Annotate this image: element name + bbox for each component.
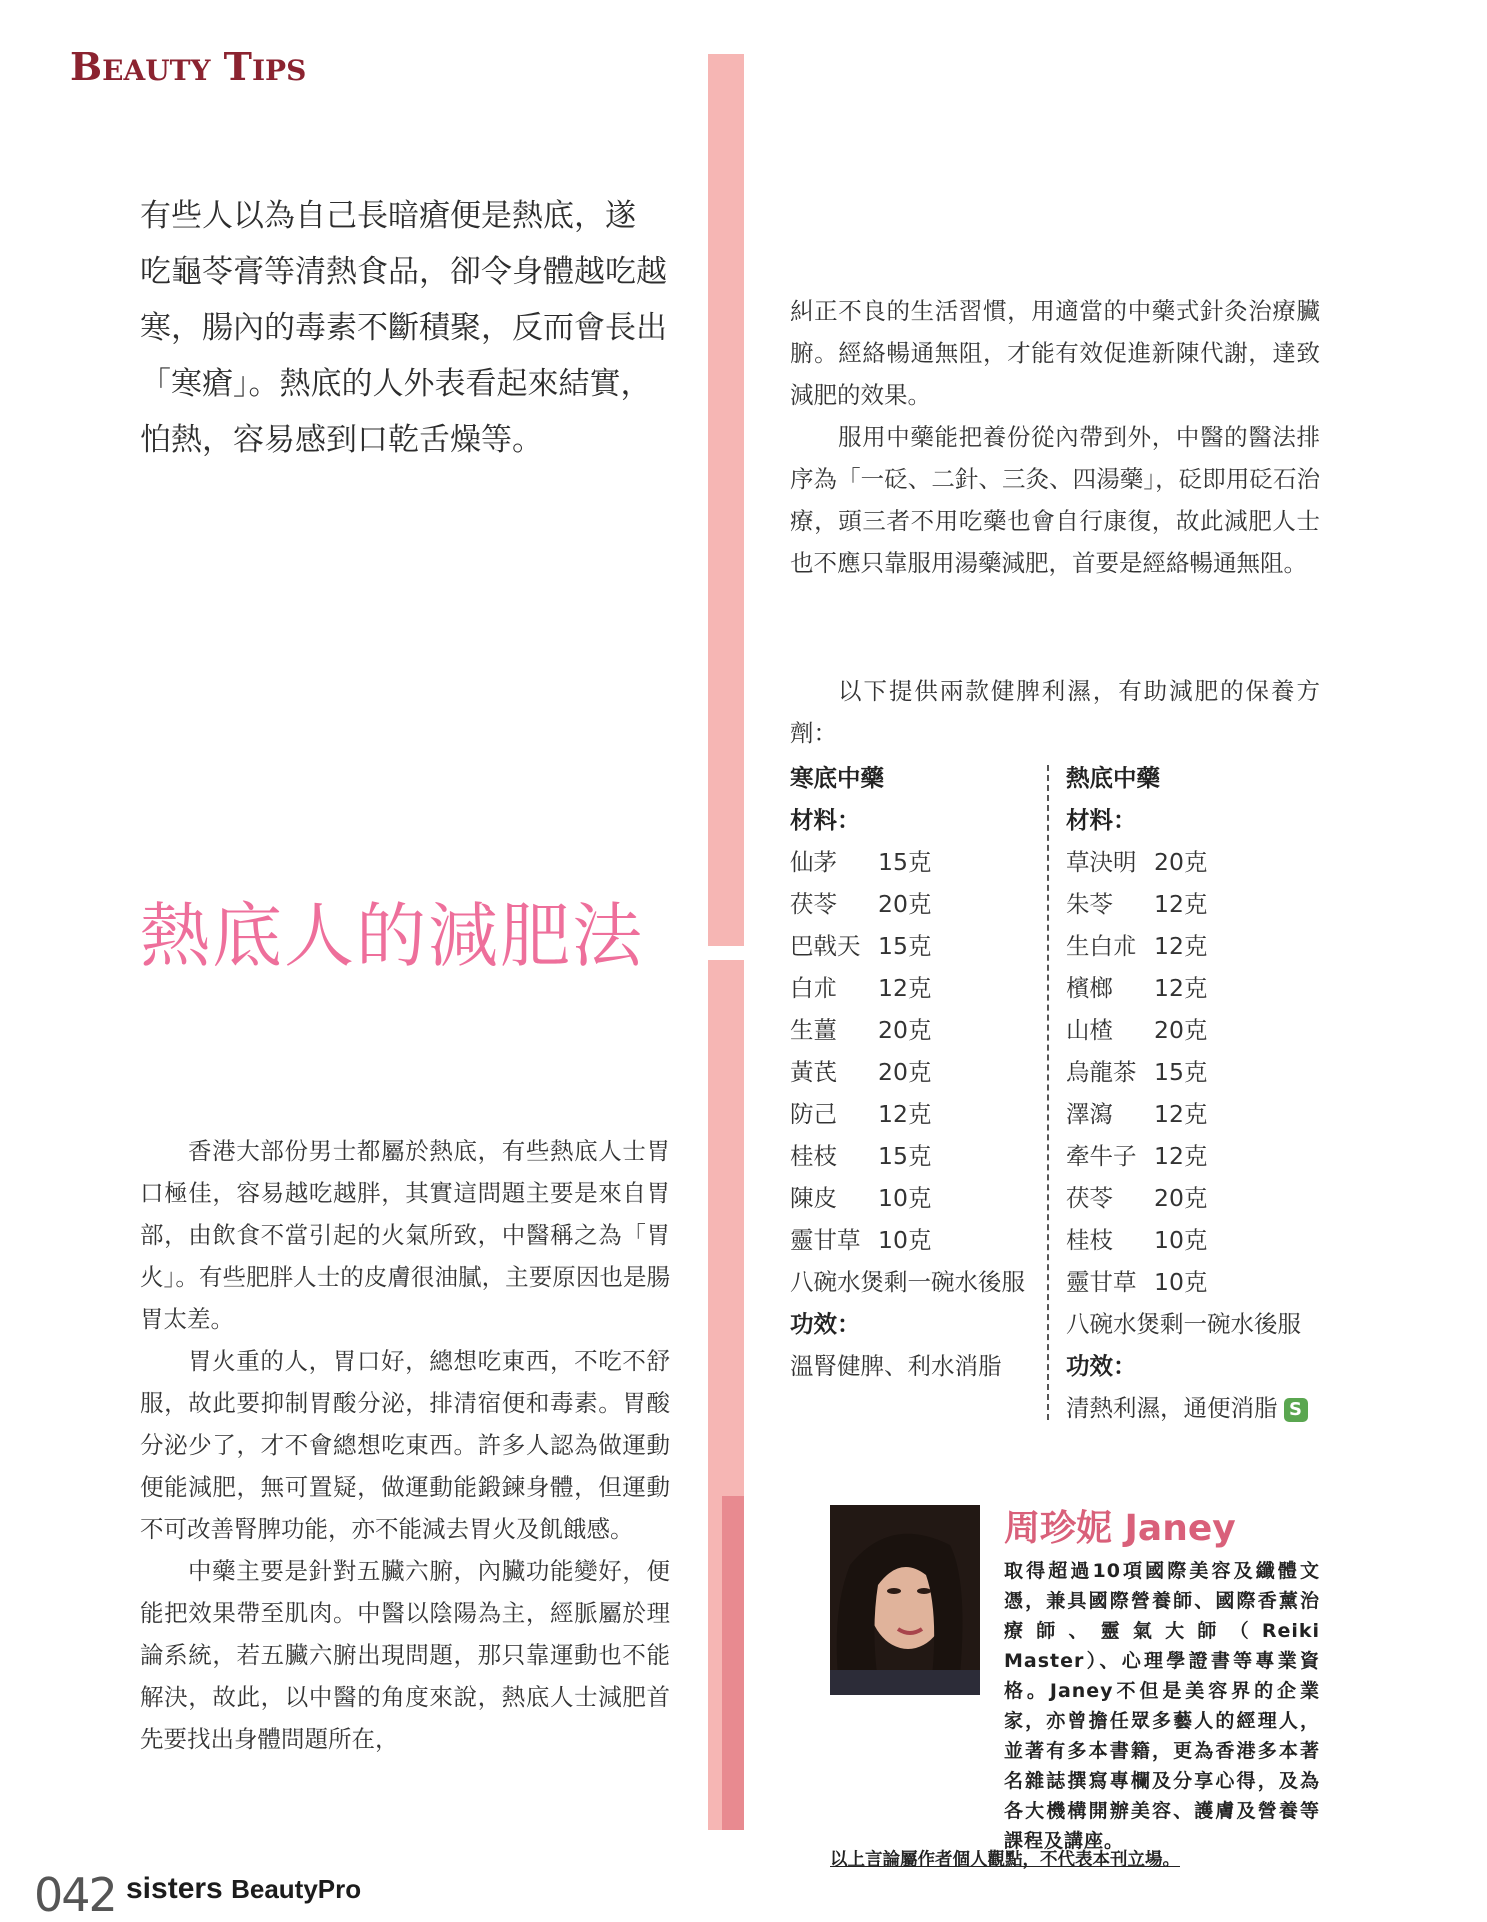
ingredient-row: 茯苓 20克 [790, 890, 932, 918]
author-bio: 取得超過10項國際美容及纖體文憑，兼具國際營養師、國際香薰治療師、靈氣大師（Reiki Master）、心理學證書等專業資格。Janey不但是美容界的企業家，亦曾擔任眾多藝人的經理人，並著有多本書籍，更為香港多本著名雜誌撰寫專欄及分享心得，及為各大機構開辦美容、護膚及營養等課程及講座。 [1004, 1560, 1320, 1852]
ingredient-row: 靈甘草 10克 [790, 1226, 932, 1254]
author-photo [830, 1505, 980, 1695]
body-paragraph: 香港大部份男士都屬於熱底，有些熱底人士胃口極佳，容易越吃越胖，其實這問題主要是來自胃部，由飲食不當引起的火氣所致，中醫稱之為「胃火」。有些肥胖人士的皮膚很油膩，主要原因也是腸胃太差。 [140, 1137, 670, 1333]
effect-label: 功效： [790, 1310, 861, 1338]
ingredient-row: 檳榔 12克 [1066, 974, 1208, 1002]
ingredient-row: 牽牛子 12克 [1066, 1142, 1208, 1170]
ingredient-row: 烏龍茶 15克 [1066, 1058, 1208, 1086]
ingredient-row: 桂枝 15克 [790, 1142, 932, 1170]
ingredient-row: 巴戟天 15克 [790, 932, 932, 960]
author-portrait-icon [830, 1505, 980, 1695]
body-paragraph: 服用中藥能把養份從內帶到外，中醫的醫法排序為「一砭、二針、三灸、四湯藥」，砭即用砭石治療，頭三者不用吃藥也會自行康復，故此減肥人士也不應只靠服用湯藥減肥，首要是經絡暢通無阻。 [790, 423, 1320, 577]
section-title: BEAUTY TIPS [70, 44, 307, 89]
recipe-title: 熱底中藥 [1066, 764, 1160, 792]
recipe-title: 寒底中藥 [790, 764, 884, 792]
disclaimer: 以上言論屬作者個人觀點，不代表本刊立場。 [830, 1850, 1180, 1870]
body-right-column [790, 290, 1320, 584]
recipe-method: 八碗水煲剩一碗水後服 [790, 1268, 1025, 1296]
ingredient-row: 茯苓 20克 [1066, 1184, 1208, 1212]
recipe-effect-line [1066, 1387, 1308, 1429]
ingredient-row: 朱苓 12克 [1066, 890, 1208, 918]
ingredient-row: 防己 12克 [790, 1100, 932, 1128]
body-left-column [140, 1130, 670, 1760]
magazine-name: sisters BeautyPro [126, 1872, 362, 1905]
recipe-hot [1066, 757, 1308, 1429]
materials-label: 材料： [790, 806, 861, 834]
ingredient-row: 澤瀉 12克 [1066, 1100, 1208, 1128]
effect-label: 功效： [1066, 1352, 1137, 1380]
ingredient-row: 陳皮 10克 [790, 1184, 932, 1212]
ingredient-row: 黃芪 20克 [790, 1058, 932, 1086]
recipe-method: 八碗水煲剩一碗水後服 [1066, 1310, 1301, 1338]
materials-label: 材料： [1066, 806, 1137, 834]
ingredient-row: 山楂 20克 [1066, 1016, 1208, 1044]
intro-paragraph: 有些人以為自己長暗瘡便是熱底，遂 吃龜苓膏等清熱食品，卻令身體越吃越 寒，腸內的毒素不斷積聚，反而會長出 「寒瘡」。熱底的人外表看起來結實， 怕熱，容易感到口乾舌燥等。 [140, 198, 667, 458]
recipe-intro: 以下提供兩款健脾利濕，有助減肥的保養方劑： [790, 677, 1320, 747]
ingredient-row: 靈甘草 10克 [1066, 1268, 1208, 1296]
recipe-effect: 清熱利濕，通便消脂 [1066, 1394, 1278, 1422]
decorative-bar-top [708, 54, 744, 946]
recipe-effect: 溫腎健脾、利水消脂 [790, 1352, 1002, 1380]
author-name: 周珍妮 Janey [1004, 1508, 1236, 1549]
ingredient-row: 白朮 12克 [790, 974, 932, 1002]
ingredient-row: 生薑 20克 [790, 1016, 932, 1044]
ingredient-row: 桂枝 10克 [1066, 1226, 1208, 1254]
sisters-end-mark-icon: S [1284, 1398, 1308, 1422]
ingredient-row: 草決明 20克 [1066, 848, 1208, 876]
body-paragraph: 糾正不良的生活習慣，用適當的中藥式針灸治療臟腑。經絡暢通無阻，才能有效促進新陳代謝，達致減肥的效果。 [790, 297, 1320, 409]
body-paragraph: 中藥主要是針對五臟六腑，內臟功能變好，便能把效果帶至肌肉。中醫以陰陽為主，經脈屬於理論系統，若五臟六腑出現問題，那只靠運動也不能解決，故此，以中醫的角度來說，熱底人士減肥首先要找出身體問題所在， [140, 1557, 670, 1753]
ingredient-row: 生白朮 12克 [1066, 932, 1208, 960]
body-paragraph: 胃火重的人，胃口好，總想吃東西，不吃不舒服，故此要抑制胃酸分泌，排清宿便和毒素。胃酸分泌少了，才不會總想吃東西。許多人認為做運動便能減肥，無可置疑，做運動能鍛鍊身體，但運動不可改善腎脾功能，亦不能減去胃火及飢餓感。 [140, 1347, 670, 1543]
article-headline: 熱底人的減肥法 [140, 895, 644, 977]
page-number: 042 [34, 1868, 116, 1922]
ingredient-row: 仙茅 15克 [790, 848, 932, 876]
recipe-cold [790, 757, 1025, 1387]
recipe-divider [1047, 765, 1049, 1420]
decorative-bar-side [722, 1496, 744, 1830]
